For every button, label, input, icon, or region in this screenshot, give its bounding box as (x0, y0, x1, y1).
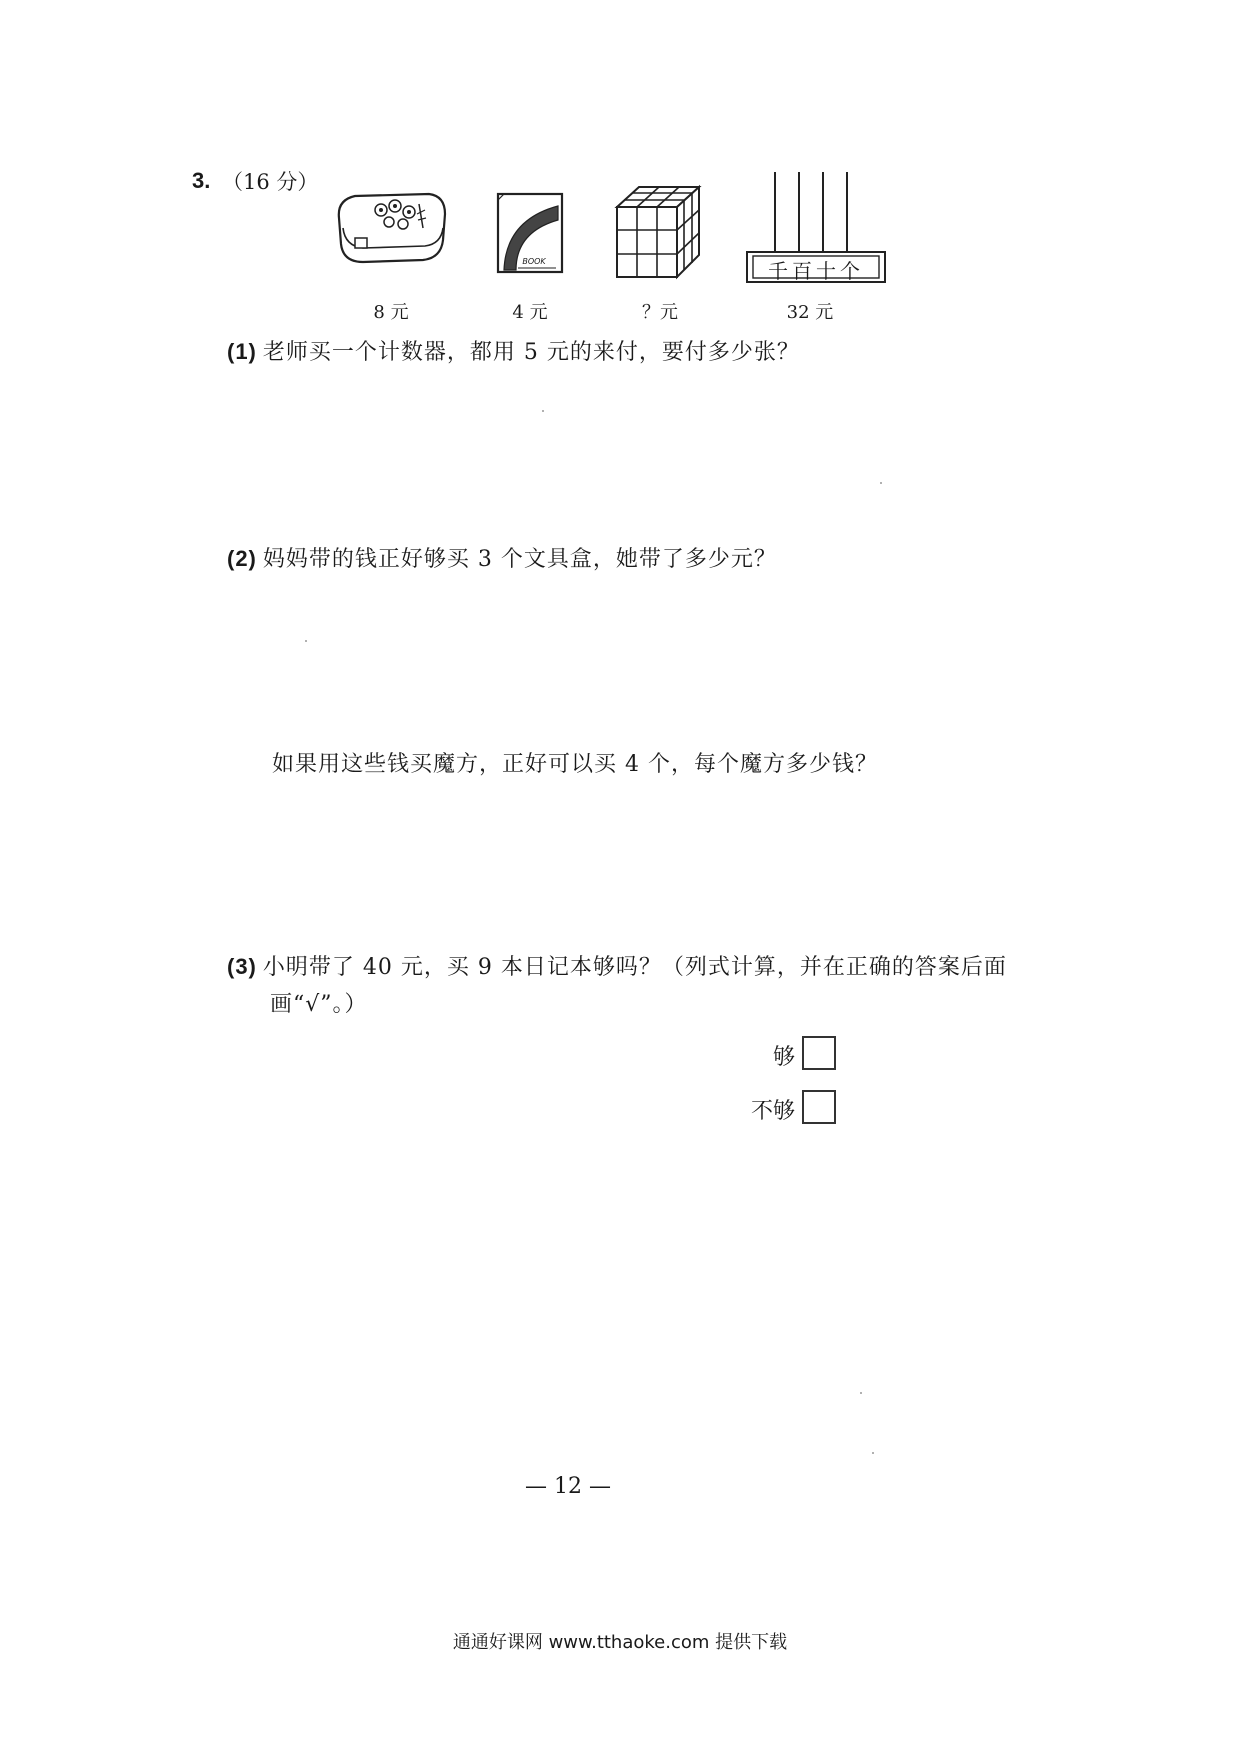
price-counter: 32 元 (786, 302, 834, 323)
sub-question-1-label: (1) (227, 339, 257, 364)
price-notebook: 4 元 (512, 302, 548, 323)
price-rubiks-cube: ？元 (642, 302, 678, 323)
page-number: — 12 — (525, 1474, 611, 1499)
sub-question-2 (227, 542, 777, 573)
question-number: 3. (192, 168, 211, 193)
option-not-enough-label: 不够 (750, 1099, 795, 1124)
sub-question-3-label: (3) (227, 954, 257, 979)
sub-question-1-text: 老师买一个计数器，都用 5 元的来付，要付多少张？ (262, 340, 800, 365)
sub-question-3-text-line2: 画“√”。） (270, 992, 368, 1017)
counter-label: 千百十个 (768, 259, 864, 283)
sub-question-1 (227, 335, 800, 366)
scan-speck (872, 1452, 874, 1454)
scan-speck (880, 482, 882, 484)
rubiks-cube-icon (613, 183, 705, 285)
pencil-case-icon (333, 188, 449, 272)
sub-question-3-text-line1: 小明带了 40 元，买 9 本日记本够吗？（列式计算，并在正确的答案后面 (262, 955, 1007, 980)
sub-question-2-text: 妈妈带的钱正好够买 3 个文具盒，她带了多少元？ (262, 547, 777, 572)
option-not-enough-checkbox[interactable] (802, 1090, 836, 1124)
option-enough-checkbox[interactable] (802, 1036, 836, 1070)
scan-speck (860, 1392, 862, 1394)
sub-question-2-followup: 如果用这些钱买魔方，正好可以买 4 个，每个魔方多少钱？ (272, 752, 878, 777)
footer-credit: 通通好课网 www.tthaoke.com 提供下载 (452, 1632, 788, 1653)
price-pencil-case: 8 元 (373, 302, 409, 323)
notebook-cover-text: BOOK (522, 257, 546, 266)
sub-question-3 (227, 950, 1007, 981)
option-enough-label: 够 (772, 1045, 795, 1070)
scan-speck (542, 410, 544, 412)
question-score: （16 分） (222, 170, 319, 194)
sub-question-2-label: (2) (227, 546, 257, 571)
notebook-icon (494, 190, 568, 280)
scan-speck (305, 640, 307, 642)
